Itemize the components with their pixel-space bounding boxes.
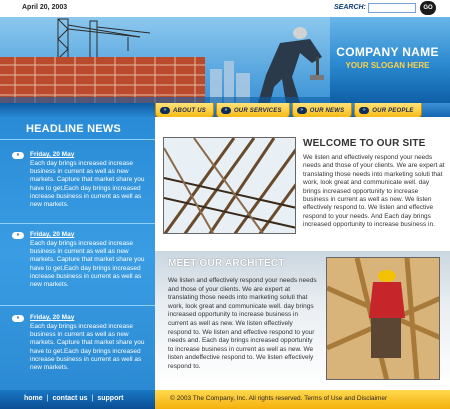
double-chevron-right-icon: »: [297, 107, 307, 114]
architect-title: MEET OUR ARCHITECT: [168, 258, 285, 269]
architect-worker-photo: [326, 257, 440, 380]
welcome-text: We listen and effectively respond your needs needs and those of your clients. We are expert at translating those needs into marketing soluti that work, look great and communicate well. day brings increased opportunity to increase business in current as well as new. We listen effectively respond to. We listen and effective respond to your needs. And Each day brings increased opportunity to increase business in.: [303, 154, 445, 229]
double-chevron-right-icon: »: [160, 107, 170, 114]
go-button[interactable]: GO: [420, 1, 436, 15]
footer-separator: |: [91, 395, 94, 402]
news-item-text: Each day brings increased increase business in current as well as new markets. Capture that market share you have to get.Each day brings increased increase business in current as well as new markets.: [30, 323, 145, 372]
news-item-text: Each day brings increased increase business in current as well as new markets. Capture that market share you have to get.Each day brings increased increase business in current as well as new markets.: [30, 240, 145, 289]
footer-link-contact-us[interactable]: contact us: [52, 395, 88, 402]
nav-tab-label: OUR PEOPLE: [372, 107, 414, 114]
nav-stripe-left: [0, 103, 155, 117]
nav-tab-label: OUR NEWS: [309, 107, 345, 114]
divider: [0, 139, 155, 140]
copyright-text: © 2003 The Company, Inc. All rights reserved. Terms of Use and Disclaimer: [170, 395, 388, 402]
news-date-link[interactable]: Friday, 20 May: [30, 151, 75, 158]
search-label: SEARCH:: [334, 4, 366, 11]
welcome-title: WELCOME TO OUR SITE: [303, 138, 426, 149]
footer-separator: |: [46, 395, 49, 402]
double-chevron-right-icon: »: [221, 107, 231, 114]
architect-text: We listen and effectively respond your needs needs and those of your clients. We are expert at translating those needs into marketing soluti that work, look great and communicate well. day brings increased opportunity to increase business in current as well as new. We listen effectively respond to. We listen and effective respond to your needs and. Each day brings increased opportunity to increase business in current as well as new. We listen andeffective respond to. We listen effectively respond to.: [168, 277, 317, 370]
news-item-text: Each day brings increased increase business in current as well as new markets. Capture that market share you have to get.Each day brings increased increase business in current as well as new markets.: [30, 160, 145, 209]
news-date-link[interactable]: Friday, 20 May: [30, 231, 75, 238]
news-date-link[interactable]: Friday, 20 May: [30, 314, 75, 321]
roof-framing-photo: [163, 137, 296, 234]
current-date: April 20, 2003: [22, 4, 68, 11]
double-chevron-right-icon: »: [12, 152, 24, 159]
divider: [0, 305, 155, 306]
footer-link-home[interactable]: home: [24, 395, 43, 402]
construction-banner-image: [0, 17, 330, 103]
double-chevron-right-icon: »: [359, 107, 369, 114]
nav-tab-label: ABOUT US: [173, 107, 206, 114]
nav-tab-label: OUR SERVICES: [233, 107, 282, 114]
header-banner: [0, 17, 450, 103]
top-bar: [0, 0, 450, 17]
divider: [0, 223, 155, 224]
search-input[interactable]: [368, 3, 416, 13]
footer-link-support[interactable]: support: [97, 395, 124, 402]
double-chevron-right-icon: »: [12, 232, 24, 239]
footer-links: [24, 395, 123, 402]
headline-news-title: HEADLINE NEWS: [26, 123, 121, 135]
company-slogan: YOUR SLOGAN HERE: [345, 61, 430, 70]
company-name: COMPANY NAME: [336, 45, 439, 59]
double-chevron-right-icon: »: [12, 315, 24, 322]
